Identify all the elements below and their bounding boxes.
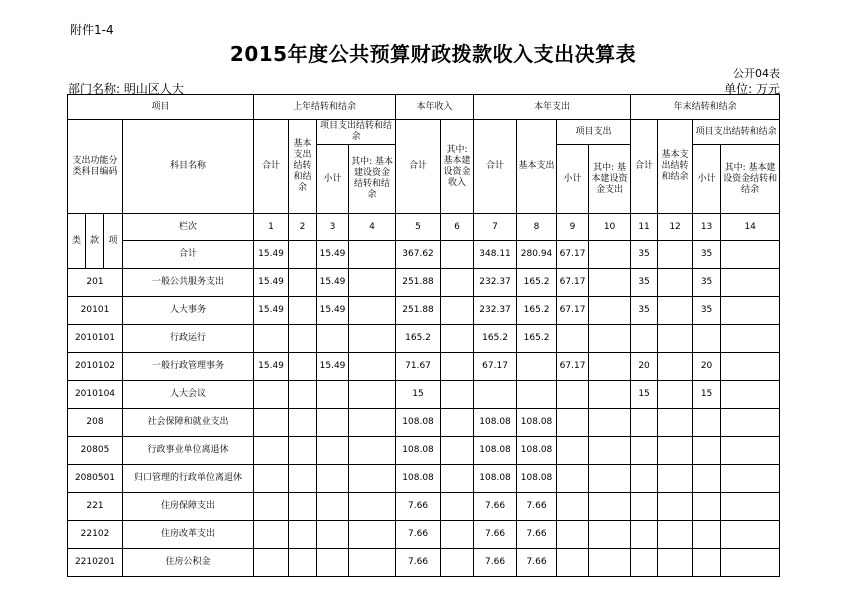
func-code-header: 支出功能分类科目编码 — [68, 120, 123, 214]
column-number: 4 — [349, 214, 396, 241]
cell-c9 — [557, 325, 589, 353]
cell-c3 — [317, 549, 349, 577]
cell-c1: 15.49 — [254, 241, 289, 269]
cell-c1 — [254, 465, 289, 493]
cell-c8 — [517, 381, 557, 409]
column-number: 14 — [721, 214, 780, 241]
cell-c10 — [589, 465, 631, 493]
cell-c9: 67.17 — [557, 353, 589, 381]
cell-c7: 7.66 — [474, 493, 517, 521]
prev-total-header: 合计 — [254, 120, 289, 214]
column-number: 7 — [474, 214, 517, 241]
cell-c2 — [289, 381, 317, 409]
cell-c4 — [349, 493, 396, 521]
cell-c3: 15.49 — [317, 269, 349, 297]
column-number: 10 — [589, 214, 631, 241]
cell-c1 — [254, 325, 289, 353]
column-number: 3 — [317, 214, 349, 241]
column-number: 1 — [254, 214, 289, 241]
table-row — [68, 465, 780, 493]
row-name: 住房改革支出 — [123, 521, 254, 549]
cell-c7: 108.08 — [474, 437, 517, 465]
item-header: 项目 — [68, 95, 254, 120]
cell-c10 — [589, 353, 631, 381]
cell-c10 — [589, 297, 631, 325]
table-row — [68, 353, 780, 381]
cell-c14 — [721, 269, 780, 297]
cell-c13 — [693, 549, 721, 577]
cell-c6 — [441, 409, 474, 437]
header-row-1 — [68, 95, 780, 120]
cell-c8: 165.2 — [517, 297, 557, 325]
row-name: 住房保障支出 — [123, 493, 254, 521]
cell-c8: 280.94 — [517, 241, 557, 269]
cell-c1 — [254, 549, 289, 577]
table-row — [68, 297, 780, 325]
cell-c14 — [721, 297, 780, 325]
cell-c11 — [631, 493, 658, 521]
cell-c11: 35 — [631, 269, 658, 297]
cell-c1: 15.49 — [254, 297, 289, 325]
cell-c5: 108.08 — [396, 465, 441, 493]
cell-c4 — [349, 353, 396, 381]
header-row-2 — [68, 120, 780, 145]
cell-c7: 7.66 — [474, 549, 517, 577]
cell-c12 — [658, 493, 693, 521]
cell-c11: 15 — [631, 381, 658, 409]
cell-c5: 108.08 — [396, 409, 441, 437]
cell-c5: 165.2 — [396, 325, 441, 353]
table-row — [68, 409, 780, 437]
cell-c4 — [349, 241, 396, 269]
cell-c1: 15.49 — [254, 269, 289, 297]
cell-c5: 71.67 — [396, 353, 441, 381]
cell-c8: 108.08 — [517, 437, 557, 465]
cell-c3 — [317, 409, 349, 437]
row-code: 2010104 — [68, 381, 123, 409]
cell-c6 — [441, 269, 474, 297]
cell-c5: 7.66 — [396, 493, 441, 521]
cell-c8: 108.08 — [517, 409, 557, 437]
column-number: 13 — [693, 214, 721, 241]
row-name: 行政运行 — [123, 325, 254, 353]
cell-c9: 67.17 — [557, 241, 589, 269]
cell-c9 — [557, 521, 589, 549]
column-number: 6 — [441, 214, 474, 241]
cell-c1 — [254, 521, 289, 549]
cell-c11: 35 — [631, 241, 658, 269]
column-number-row — [68, 214, 780, 241]
cell-c12 — [658, 437, 693, 465]
row-name: 一般行政管理事务 — [123, 353, 254, 381]
table-row-total — [68, 241, 780, 269]
cell-c6 — [441, 297, 474, 325]
cell-c14 — [721, 325, 780, 353]
cell-c10 — [589, 521, 631, 549]
budget-table — [67, 94, 780, 577]
cell-c12 — [658, 269, 693, 297]
cell-c8 — [517, 353, 557, 381]
expense-basic-header: 基本支出 — [517, 120, 557, 214]
cell-c12 — [658, 465, 693, 493]
cell-c10 — [589, 381, 631, 409]
cell-c4 — [349, 549, 396, 577]
cell-c8: 165.2 — [517, 325, 557, 353]
table-row — [68, 493, 780, 521]
department-name: 部门名称: 明山区人大 — [68, 82, 184, 96]
row-code: 20805 — [68, 437, 123, 465]
expense-construction-header: 其中: 基本建设资金支出 — [589, 145, 631, 214]
lanci-label: 栏次 — [123, 214, 254, 241]
cell-c7 — [474, 381, 517, 409]
cell-c4 — [349, 465, 396, 493]
cell-c13 — [693, 437, 721, 465]
cell-c9 — [557, 437, 589, 465]
prev-project-header: 项目支出结转和结余 — [317, 120, 396, 145]
cell-c10 — [589, 437, 631, 465]
column-number: 12 — [658, 214, 693, 241]
cell-c1 — [254, 437, 289, 465]
report-title: 2015年度公共预算财政拨款收入支出决算表 — [229, 42, 637, 66]
cell-c3 — [317, 437, 349, 465]
cell-c6 — [441, 521, 474, 549]
cell-c5: 15 — [396, 381, 441, 409]
cell-c2 — [289, 353, 317, 381]
row-name: 行政事业单位离退休 — [123, 437, 254, 465]
cell-c9 — [557, 465, 589, 493]
expense-project-header: 项目支出 — [557, 120, 631, 145]
cell-c10 — [589, 241, 631, 269]
row-code: 2080501 — [68, 465, 123, 493]
column-number: 9 — [557, 214, 589, 241]
cell-c9: 67.17 — [557, 297, 589, 325]
table-row — [68, 549, 780, 577]
cell-c2 — [289, 549, 317, 577]
cell-c4 — [349, 381, 396, 409]
cell-c7: 232.37 — [474, 297, 517, 325]
cell-c2 — [289, 269, 317, 297]
cell-c10 — [589, 269, 631, 297]
cell-c7: 348.11 — [474, 241, 517, 269]
cell-c8: 165.2 — [517, 269, 557, 297]
cell-c7: 67.17 — [474, 353, 517, 381]
cell-c14 — [721, 353, 780, 381]
cell-c10 — [589, 493, 631, 521]
cell-c5: 7.66 — [396, 549, 441, 577]
table-row — [68, 381, 780, 409]
column-number: 5 — [396, 214, 441, 241]
cell-c8: 7.66 — [517, 493, 557, 521]
cell-c12 — [658, 325, 693, 353]
cell-c2 — [289, 493, 317, 521]
cell-c2 — [289, 521, 317, 549]
cell-c3 — [317, 381, 349, 409]
kuan-header: 款 — [86, 214, 104, 269]
cell-c12 — [658, 549, 693, 577]
cell-c5: 251.88 — [396, 269, 441, 297]
end-basic-header: 基本支出结转和结余 — [658, 120, 693, 214]
form-code: 公开04表 — [733, 67, 780, 80]
row-code: 20101 — [68, 297, 123, 325]
row-code: 201 — [68, 269, 123, 297]
cell-c11 — [631, 409, 658, 437]
row-code: 2010101 — [68, 325, 123, 353]
income-total-header: 合计 — [396, 120, 441, 214]
cell-c12 — [658, 241, 693, 269]
cell-c3: 15.49 — [317, 241, 349, 269]
cell-c2 — [289, 325, 317, 353]
row-name: 住房公积金 — [123, 549, 254, 577]
cell-c14 — [721, 381, 780, 409]
cell-c5: 251.88 — [396, 297, 441, 325]
cell-c2 — [289, 297, 317, 325]
cell-c5: 7.66 — [396, 521, 441, 549]
cell-c6 — [441, 241, 474, 269]
cell-c5: 108.08 — [396, 437, 441, 465]
cell-c9 — [557, 493, 589, 521]
cell-c1 — [254, 409, 289, 437]
end-construction-header: 其中: 基本建设资金结转和结余 — [721, 145, 780, 214]
income-construction-header: 其中: 基本建设资金收入 — [441, 120, 474, 214]
cell-c2 — [289, 437, 317, 465]
cell-c13: 15 — [693, 381, 721, 409]
cell-c13: 35 — [693, 297, 721, 325]
cell-c4 — [349, 297, 396, 325]
cell-c11 — [631, 437, 658, 465]
cell-c13: 35 — [693, 241, 721, 269]
prev-basic-header: 基本支出结转和结余 — [289, 120, 317, 214]
cell-c12 — [658, 409, 693, 437]
cell-c6 — [441, 549, 474, 577]
row-name: 一般公共服务支出 — [123, 269, 254, 297]
row-code: 2010102 — [68, 353, 123, 381]
cell-c13 — [693, 409, 721, 437]
table-row — [68, 269, 780, 297]
table-row — [68, 325, 780, 353]
table-row — [68, 437, 780, 465]
cell-c14 — [721, 549, 780, 577]
cell-c4 — [349, 325, 396, 353]
cell-c14 — [721, 437, 780, 465]
cell-c9: 67.17 — [557, 269, 589, 297]
cell-c1: 15.49 — [254, 353, 289, 381]
cell-c1 — [254, 381, 289, 409]
cell-c2 — [289, 465, 317, 493]
cell-c2 — [289, 409, 317, 437]
lei-header: 类 — [68, 214, 86, 269]
cell-c12 — [658, 521, 693, 549]
column-number: 11 — [631, 214, 658, 241]
cell-c7: 108.08 — [474, 465, 517, 493]
cell-c3 — [317, 521, 349, 549]
cell-c1 — [254, 493, 289, 521]
cell-c11 — [631, 549, 658, 577]
unit-label: 单位: 万元 — [724, 82, 780, 96]
cell-c6 — [441, 465, 474, 493]
expense-total-header: 合计 — [474, 120, 517, 214]
row-code: 2210201 — [68, 549, 123, 577]
expense-subtotal-header: 小计 — [557, 145, 589, 214]
cell-c8: 7.66 — [517, 549, 557, 577]
prev-subtotal-header: 小计 — [317, 145, 349, 214]
cell-c14 — [721, 465, 780, 493]
row-name: 人大会议 — [123, 381, 254, 409]
cell-c11 — [631, 465, 658, 493]
cell-c13 — [693, 465, 721, 493]
cell-c13: 20 — [693, 353, 721, 381]
row-code: 22102 — [68, 521, 123, 549]
cell-c8: 108.08 — [517, 465, 557, 493]
cell-c10 — [589, 549, 631, 577]
row-code: 208 — [68, 409, 123, 437]
column-number: 8 — [517, 214, 557, 241]
cell-c11: 20 — [631, 353, 658, 381]
cell-c12 — [658, 353, 693, 381]
cell-c8: 7.66 — [517, 521, 557, 549]
cell-c13 — [693, 493, 721, 521]
prev-construction-header: 其中: 基本建设资金结转和结余 — [349, 145, 396, 214]
cell-c12 — [658, 381, 693, 409]
cell-c6 — [441, 493, 474, 521]
end-total-header: 合计 — [631, 120, 658, 214]
row-name: 归口管理的行政单位离退休 — [123, 465, 254, 493]
cell-c7: 108.08 — [474, 409, 517, 437]
column-number: 2 — [289, 214, 317, 241]
cell-c3 — [317, 465, 349, 493]
cell-c5: 367.62 — [396, 241, 441, 269]
income-header: 本年收入 — [396, 95, 474, 120]
cell-c13: 35 — [693, 269, 721, 297]
cell-c4 — [349, 437, 396, 465]
cell-c4 — [349, 269, 396, 297]
xiang-header: 项 — [104, 214, 123, 269]
cell-c13 — [693, 521, 721, 549]
cell-c13 — [693, 325, 721, 353]
cell-c7: 7.66 — [474, 521, 517, 549]
subject-name-header: 科目名称 — [123, 120, 254, 214]
cell-c9 — [557, 381, 589, 409]
cell-c3 — [317, 493, 349, 521]
cell-c10 — [589, 325, 631, 353]
cell-c14 — [721, 521, 780, 549]
table-row — [68, 521, 780, 549]
cell-c4 — [349, 521, 396, 549]
cell-c7: 165.2 — [474, 325, 517, 353]
cell-c6 — [441, 381, 474, 409]
cell-c2 — [289, 241, 317, 269]
end-project-header: 项目支出结转和结余 — [693, 120, 780, 145]
row-name: 社会保障和就业支出 — [123, 409, 254, 437]
cell-c14 — [721, 409, 780, 437]
cell-c11 — [631, 325, 658, 353]
year-end-header: 年末结转和结余 — [631, 95, 780, 120]
cell-c4 — [349, 409, 396, 437]
row-name: 人大事务 — [123, 297, 254, 325]
cell-c11 — [631, 521, 658, 549]
cell-c9 — [557, 549, 589, 577]
attachment-label: 附件1-4 — [70, 23, 114, 37]
cell-c7: 232.37 — [474, 269, 517, 297]
end-subtotal-header: 小计 — [693, 145, 721, 214]
cell-c6 — [441, 325, 474, 353]
cell-c12 — [658, 297, 693, 325]
cell-c6 — [441, 437, 474, 465]
row-name: 合计 — [123, 241, 254, 269]
cell-c3: 15.49 — [317, 297, 349, 325]
expense-header: 本年支出 — [474, 95, 631, 120]
cell-c11: 35 — [631, 297, 658, 325]
cell-c3: 15.49 — [317, 353, 349, 381]
cell-c3 — [317, 325, 349, 353]
cell-c10 — [589, 409, 631, 437]
cell-c9 — [557, 409, 589, 437]
cell-c14 — [721, 493, 780, 521]
cell-c6 — [441, 353, 474, 381]
row-code: 221 — [68, 493, 123, 521]
prev-balance-header: 上年结转和结余 — [254, 95, 396, 120]
cell-c14 — [721, 241, 780, 269]
